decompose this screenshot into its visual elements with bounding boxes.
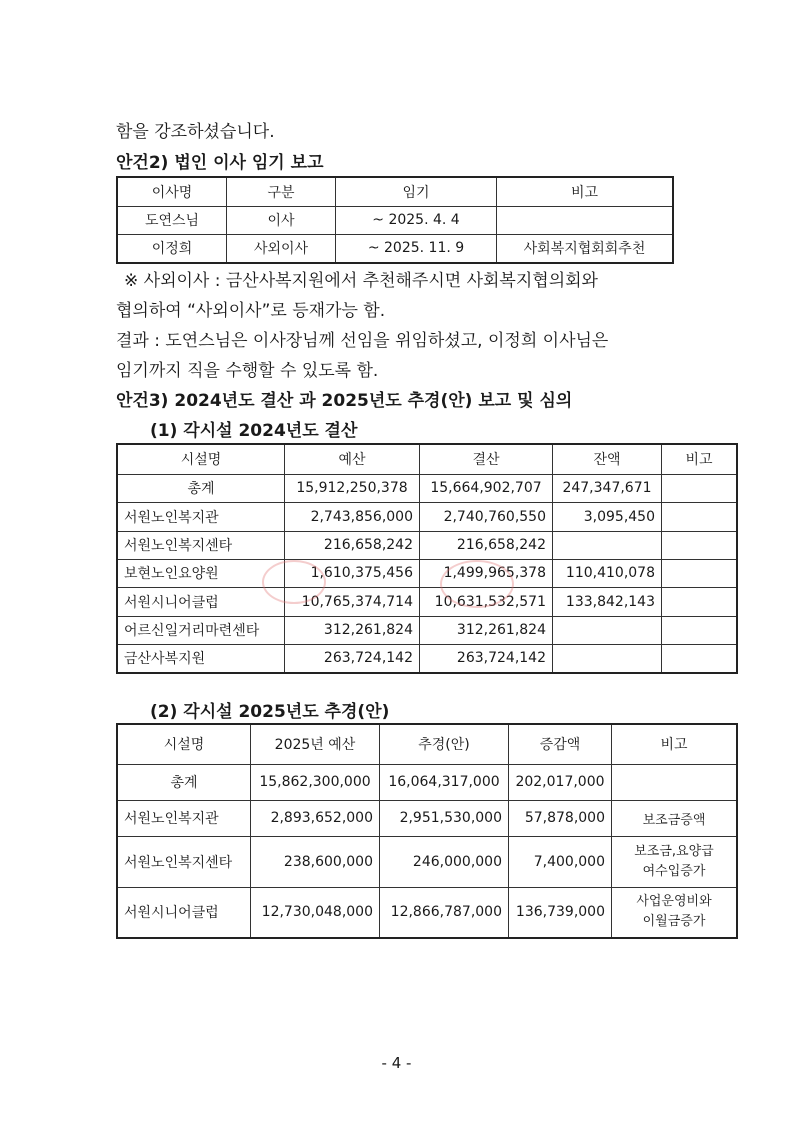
supplementary-2025-title: (2) 각시설 2025년도 추경(안) (150, 702, 390, 722)
table-header-row (117, 177, 673, 206)
table-cell: 서원시니어클럽 (117, 887, 251, 938)
header-cell: 2025년 예산 (251, 724, 380, 764)
table-cell (612, 836, 738, 887)
table-cell: 238,600,000 (251, 836, 380, 887)
table-cell (662, 502, 738, 531)
header-cell: 임기 (336, 177, 497, 206)
header-cell: 시설명 (117, 724, 251, 764)
table-cell: 136,739,000 (509, 887, 612, 938)
table-cell: 서원노인복지센타 (117, 836, 251, 887)
table-cell: ~ 2025. 4. 4 (336, 206, 497, 234)
table-cell: 110,410,078 (553, 559, 662, 587)
table-cell: 10,765,374,714 (285, 587, 420, 616)
table-row (117, 764, 737, 800)
note-text: 보조금,요양급 (634, 843, 714, 859)
table-header-row (117, 444, 737, 474)
table-cell: 7,400,000 (509, 836, 612, 887)
table-cell: 12,730,048,000 (251, 887, 380, 938)
table-cell: 15,664,902,707 (420, 474, 553, 502)
table-cell: 이사 (227, 206, 336, 234)
result-line: 임기까지 직을 수행할 수 있도록 함. (116, 361, 379, 381)
page-number: - 4 - (381, 1054, 412, 1072)
agenda3-title: 안건3) 2024년도 결산 과 2025년도 추경(안) 보고 및 심의 (116, 391, 573, 411)
table-cell: 133,842,143 (553, 587, 662, 616)
supplementary-2025-table (116, 723, 738, 939)
table-cell: 2,740,760,550 (420, 502, 553, 531)
table-row (117, 616, 737, 644)
table-row (117, 587, 737, 616)
table-cell (662, 616, 738, 644)
table-row (117, 887, 737, 938)
table-row (117, 836, 737, 887)
header-cell: 비고 (497, 177, 674, 206)
table-row (117, 531, 737, 559)
header-cell: 구분 (227, 177, 336, 206)
table-cell: 도연스님 (117, 206, 227, 234)
table-cell (662, 587, 738, 616)
table-cell (662, 474, 738, 502)
header-cell: 추경(안) (380, 724, 509, 764)
table-cell: 1,610,375,456 (285, 559, 420, 587)
table-cell: 총계 (117, 474, 285, 502)
note-text: 여수입증가 (642, 863, 706, 879)
header-cell: 증감액 (509, 724, 612, 764)
table-row (117, 502, 737, 531)
settlement-2024-title: (1) 각시설 2024년도 결산 (150, 421, 358, 441)
note-line: 협의하여 “사외이사”로 등재가능 함. (116, 301, 386, 321)
table-cell: 서원노인복지관 (117, 502, 285, 531)
table-cell: 15,862,300,000 (251, 764, 380, 800)
table-cell: 어르신일거리마련센타 (117, 616, 285, 644)
table-cell: 서원노인복지관 (117, 800, 251, 836)
table-cell (662, 531, 738, 559)
table-cell: 서원시니어클럽 (117, 587, 285, 616)
table-row (117, 206, 673, 234)
table-cell: 312,261,824 (420, 616, 553, 644)
table-cell: 3,095,450 (553, 502, 662, 531)
table-cell: 총계 (117, 764, 251, 800)
table-cell: 보현노인요양원 (117, 559, 285, 587)
table-cell: 2,893,652,000 (251, 800, 380, 836)
table-row (117, 234, 673, 263)
table-cell: 263,724,142 (420, 644, 553, 673)
table-cell: 312,261,824 (285, 616, 420, 644)
table-cell: 247,347,671 (553, 474, 662, 502)
table-cell: 216,658,242 (420, 531, 553, 559)
table-cell: 216,658,242 (285, 531, 420, 559)
table-row (117, 559, 737, 587)
table-cell (662, 644, 738, 673)
note-text: 사업운영비와 (636, 894, 712, 910)
director-term-table (116, 176, 674, 264)
table-cell: 이정희 (117, 234, 227, 263)
table-cell (662, 559, 738, 587)
result-line: 결과 : 도연스님은 이사장님께 선임을 위임하셨고, 이정희 이사님은 (116, 331, 609, 351)
table-row (117, 800, 737, 836)
seal-mark (262, 560, 326, 604)
header-cell: 시설명 (117, 444, 285, 474)
table-cell: 1,499,965,378 (420, 559, 553, 587)
table-cell: 202,017,000 (509, 764, 612, 800)
table-cell: 263,724,142 (285, 644, 420, 673)
table-cell (612, 764, 738, 800)
note-line: ※ 사외이사 : 금산사복지원에서 추천해주시면 사회복지협의회와 (124, 271, 598, 291)
table-cell: 12,866,787,000 (380, 887, 509, 938)
seal-mark (440, 560, 514, 608)
table-cell (553, 531, 662, 559)
table-cell: ~ 2025. 11. 9 (336, 234, 497, 263)
table-cell: 금산사복지원 (117, 644, 285, 673)
table-cell (553, 616, 662, 644)
header-cell: 잔액 (553, 444, 662, 474)
table-cell (497, 206, 674, 234)
table-row (117, 474, 737, 502)
header-cell: 예산 (285, 444, 420, 474)
table-cell: 서원노인복지센타 (117, 531, 285, 559)
table-cell: 15,912,250,378 (285, 474, 420, 502)
table-header-row (117, 724, 737, 764)
table-cell: 246,000,000 (380, 836, 509, 887)
table-cell (553, 644, 662, 673)
header-cell: 비고 (612, 724, 738, 764)
text-line-top: 함을 강조하셨습니다. (116, 122, 275, 142)
header-cell: 이사명 (117, 177, 227, 206)
table-cell: 보조금증액 (612, 800, 738, 836)
settlement-2024-table (116, 443, 738, 674)
agenda2-title: 안건2) 법인 이사 임기 보고 (116, 153, 324, 173)
table-cell: 2,951,530,000 (380, 800, 509, 836)
note-text: 이월금증가 (642, 914, 706, 930)
table-cell: 사외이사 (227, 234, 336, 263)
header-cell: 결산 (420, 444, 553, 474)
table-cell: 16,064,317,000 (380, 764, 509, 800)
table-cell (612, 887, 738, 938)
table-cell: 사회복지협회회추천 (497, 234, 674, 263)
header-cell: 비고 (662, 444, 738, 474)
table-cell: 10,631,532,571 (420, 587, 553, 616)
table-cell: 57,878,000 (509, 800, 612, 836)
table-cell: 2,743,856,000 (285, 502, 420, 531)
table-row (117, 644, 737, 673)
